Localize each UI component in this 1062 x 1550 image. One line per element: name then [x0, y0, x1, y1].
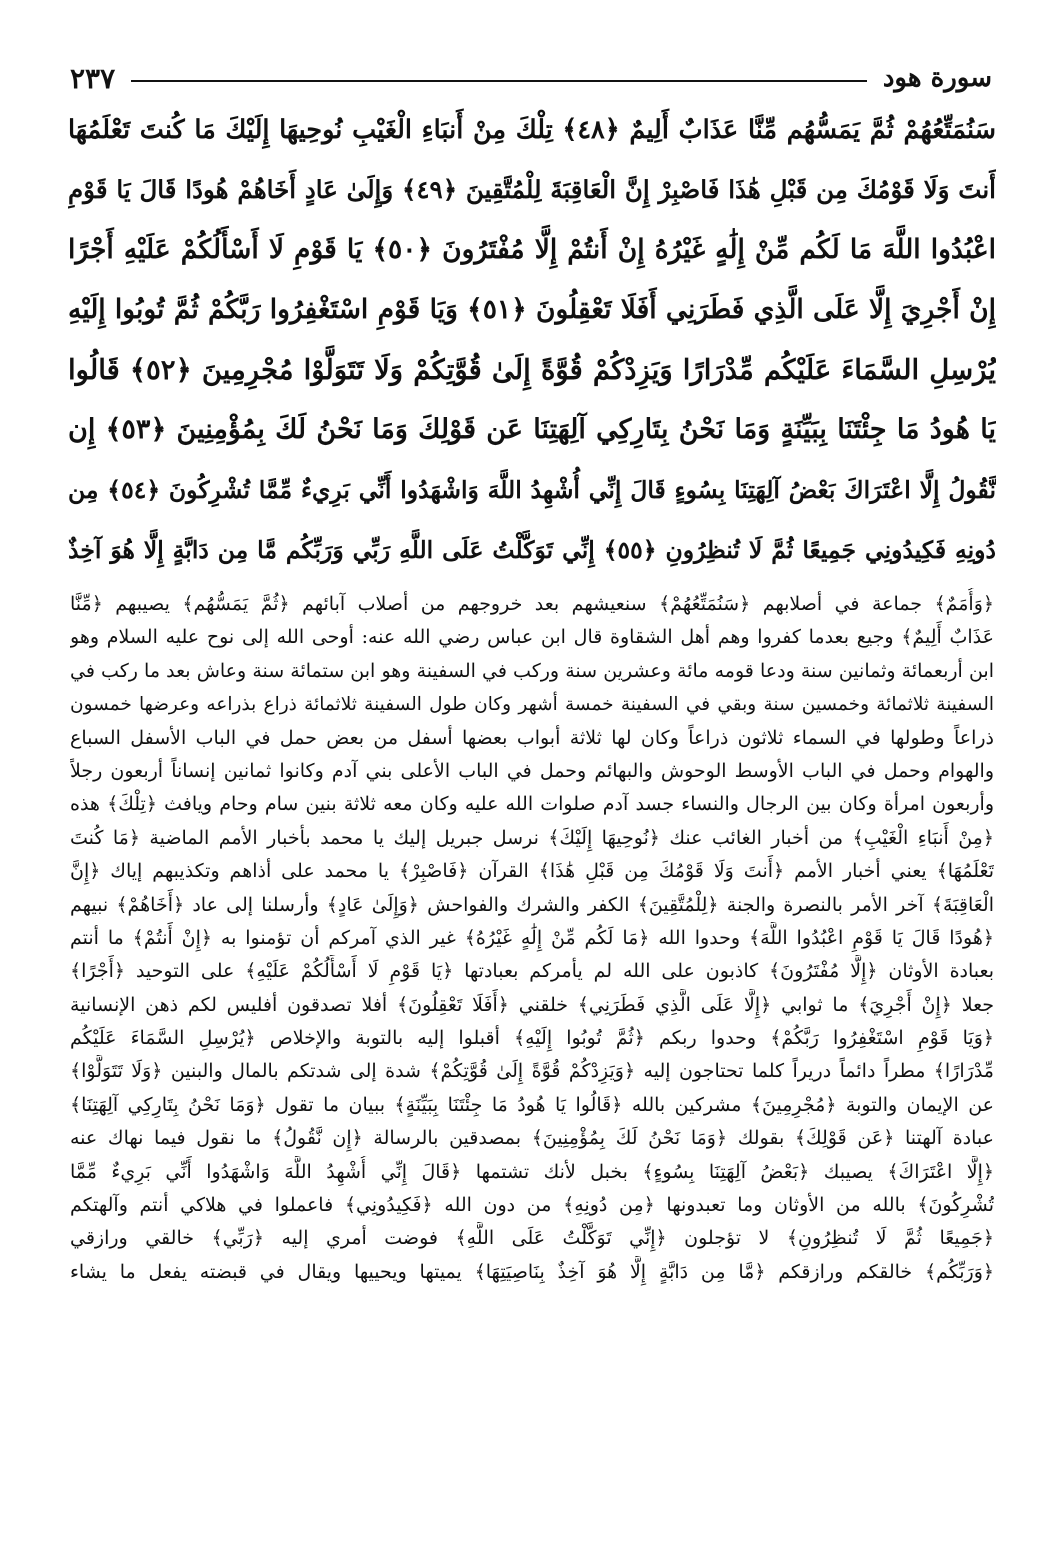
tafsir-line: ذراعاً وطولها في السماء ثلاثون ذراعاً وكان لها ثلاثة أبواب بعضها أسفل من بعض حمل في الباب الأسفل السباع [70, 726, 994, 749]
tafsir-line: ﴿وَأُمَمٌ﴾ جماعة في أصلابهم ﴿سَنُمَتِّعُهُمْ﴾ سنعيشهم بعد خروجهم من أصلاب آبائهم ﴿ثُمَّ يَمَسُّهُم﴾ يصيبهم ﴿مِّنَّا [70, 593, 994, 615]
tafsir-line: ابن أربعمائة وثمانين سنة ودعا قومه مائة وعشرين سنة وركب في السفينة وهو ابن ستمائة سنة وعاش بعد ما ركب في [70, 659, 994, 682]
tafsir-line: وأربعون امرأة وكان بين الرجال والنساء جسد آدم صلوات الله عليه وكان معه ثلاثة بنين سام وحام ويافث ﴿تِلْكَ﴾ هذه [70, 793, 994, 816]
tafsir-line: تُشْرِكُونَ﴾ بالله من الأوثان وما تعبدونها ﴿مِن دُونِهِ﴾ من دون الله ﴿فَكِيدُونِي﴾ فاعملوا في هلاكي أنتم وآلهتكم [70, 1194, 994, 1217]
quran-line: نَّقُولُ إِلَّا اعْتَرَاكَ بَعْضُ آلِهَتِنَا بِسُوءٍ قَالَ إِنِّي أُشْهِدُ اللَّهَ وَاشْهَدُوا أَنِّي بَرِيءٌ مِّمَّا تُشْرِكُونَ ﴿٥٤﴾ مِن [68, 476, 996, 504]
page-number: ٢٣٧ [70, 61, 116, 95]
tafsir-line: ﴿جَمِيعًا ثُمَّ لَا تُنظِرُونِ﴾ لا تؤجلون ﴿إِنِّي تَوَكَّلْتُ عَلَى اللَّهِ﴾ فوضت أمري إليه ﴿رَبِّي﴾ خالقي ورازقي [70, 1227, 994, 1250]
tafsir-line: عن الإيمان والتوبة ﴿مُجْرِمِينَ﴾ مشركين بالله ﴿قَالُوا يَا هُودُ مَا جِئْتَنَا بِبَيِّنَةٍ﴾ ببيان ما تقول ﴿وَمَا نَحْنُ بِتَارِكِي آلِهَتِنَا﴾ [70, 1093, 994, 1116]
tafsir-commentary [70, 588, 994, 1518]
quran-line: سَنُمَتِّعُهُمْ ثُمَّ يَمَسُّهُم مِّنَّا عَذَابٌ أَلِيمٌ ﴿٤٨﴾ تِلْكَ مِنْ أَنبَاءِ الْغَيْبِ نُوحِيهَا إِلَيْكَ مَا كُنتَ تَعْلَمُهَا [68, 115, 996, 145]
tafsir-line: بعبادة الأوثان ﴿إِلَّا مُفْتَرُونَ﴾ كاذبون على الله لم يأمركم بعبادتها ﴿يَا قَوْمِ لَا أَسْأَلُكُمْ عَلَيْهِ﴾ على التوحيد ﴿أَجْرًا﴾ [70, 960, 994, 983]
tafsir-line: جعلا ﴿إِنْ أَجْرِيَ﴾ ما ثوابي ﴿إِلَّا عَلَى الَّذِي فَطَرَنِي﴾ خلقني ﴿أَفَلَا تَعْقِلُونَ﴾ أفلا تصدقون أفليس لكم ذهن الإنسانية [70, 993, 994, 1016]
surah-name: سورة هود [882, 63, 992, 93]
page-header [70, 58, 992, 98]
tafsir-line: عبادة آلهتنا ﴿عَن قَوْلِكَ﴾ بقولك ﴿وَمَا نَحْنُ لَكَ بِمُؤْمِنِينَ﴾ بمصدقين بالرسالة ﴿إِن نَّقُولُ﴾ ما نقول فيما نهاك عنه [70, 1127, 994, 1150]
quran-line: إِنْ أَجْرِيَ إِلَّا عَلَى الَّذِي فَطَرَنِي أَفَلَا تَعْقِلُونَ ﴿٥١﴾ وَيَا قَوْمِ اسْتَغْفِرُوا رَبَّكُمْ ثُمَّ تُوبُوا إِلَيْهِ [68, 294, 996, 325]
quran-line: اعْبُدُوا اللَّهَ مَا لَكُم مِّنْ إِلَٰهٍ غَيْرُهُ إِنْ أَنتُمْ إِلَّا مُفْتَرُونَ ﴿٥٠﴾ يَا قَوْمِ لَا أَسْأَلُكُمْ عَلَيْهِ أَجْرًا [68, 234, 996, 265]
tafsir-line: عَذَابٌ أَلِيمٌ﴾ وجيع بعدما كفروا وهم أهل الشقاوة قال ابن عباس رضي الله عنه: أوحى الله إلى نوح عليه السلام وهو [70, 626, 994, 649]
tafsir-line: الْعَاقِبَةَ﴾ آخر الأمر بالنصرة والجنة ﴿لِلْمُتَّقِينَ﴾ الكفر والشرك والفواحش ﴿وَإِلَىٰ عَادٍ﴾ وأرسلنا إلى عاد ﴿أَخَاهُمْ﴾ نبيهم [70, 893, 994, 916]
quran-line: يُرْسِلِ السَّمَاءَ عَلَيْكُم مِّدْرَارًا وَيَزِدْكُمْ قُوَّةً إِلَىٰ قُوَّتِكُمْ وَلَا تَتَوَلَّوْا مُجْرِمِينَ ﴿٥٢﴾ قَالُوا [68, 354, 996, 386]
quran-line: يَا هُودُ مَا جِئْتَنَا بِبَيِّنَةٍ وَمَا نَحْنُ بِتَارِكِي آلِهَتِنَا عَن قَوْلِكَ وَمَا نَحْنُ لَكَ بِمُؤْمِنِينَ ﴿٥٣﴾ إِن [68, 414, 996, 445]
tafsir-line: والهوام وحمل في الباب الأوسط الوحوش والبهائم وحمل في الباب الأعلى بني آدم وكانوا ثمانين إنساناً أربعون رجلاً [70, 759, 994, 782]
quran-line: أَنتَ وَلَا قَوْمُكَ مِن قَبْلِ هَٰذَا فَاصْبِرْ إِنَّ الْعَاقِبَةَ لِلْمُتَّقِينَ ﴿٤٩﴾ وَإِلَىٰ عَادٍ أَخَاهُمْ هُودًا قَالَ يَا قَوْمِ [68, 175, 996, 204]
tafsir-line: تَعْلَمُهَا﴾ يعني أخبار الأمم ﴿أَنتَ وَلَا قَوْمُكَ مِن قَبْلِ هَٰذَا﴾ القرآن ﴿فَاصْبِرْ﴾ يا محمد على أذاهم وتكذيبهم إياك ﴿إِنَّ [70, 860, 994, 883]
tafsir-line: مِّدْرَارًا﴾ مطراً دائماً دريراً كلما تحتاجون إليه ﴿وَيَزِدْكُمْ قُوَّةً إِلَىٰ قُوَّتِكُمْ﴾ شدة إلى شدتكم بالمال والبنين ﴿وَلَا تَتَوَلَّوْا﴾ [70, 1060, 994, 1083]
quran-line: دُونِهِ فَكِيدُونِي جَمِيعًا ثُمَّ لَا تُنظِرُونِ ﴿٥٥﴾ إِنِّي تَوَكَّلْتُ عَلَى اللَّهِ رَبِّي وَرَبِّكُم مَّا مِن دَابَّةٍ إِلَّا هُوَ آخِذٌ [68, 536, 996, 564]
tafsir-line: ﴿إِلَّا اعْتَرَاكَ﴾ يصيبك ﴿بَعْضُ آلِهَتِنَا بِسُوءٍ﴾ بخبل لأنك تشتمها ﴿قَالَ إِنِّي أُشْهِدُ اللَّهَ وَاشْهَدُوا أَنِّي بَرِيءٌ مِّمَّا [70, 1160, 994, 1183]
tafsir-line: ﴿وَيَا قَوْمِ اسْتَغْفِرُوا رَبَّكُمْ﴾ وحدوا ربكم ﴿ثُمَّ تُوبُوا إِلَيْهِ﴾ أقبلوا إليه بالتوبة والإخلاص ﴿يُرْسِلِ السَّمَاءَ عَلَيْكُم [70, 1027, 994, 1050]
tafsir-line: السفينة ثلاثمائة وخمسين سنة وبقي في السفينة خمسة أشهر وكان طول السفينة ثلاثمائة ذراع بذراعه وعرضها خمسون [70, 694, 994, 716]
tafsir-line: ﴿هُودًا قَالَ يَا قَوْمِ اعْبُدُوا اللَّهَ﴾ وحدوا الله ﴿مَا لَكُم مِّنْ إِلَٰهٍ غَيْرُهُ﴾ غير الذي آمركم أن تؤمنوا به ﴿إِنْ أَنتُمْ﴾ ما أنتم [70, 926, 994, 949]
header-rule [131, 80, 867, 82]
quran-text-block [68, 100, 996, 580]
tafsir-line: ﴿مِنْ أَنبَاءِ الْغَيْبِ﴾ من أخبار الغائب عنك ﴿نُوحِيهَا إِلَيْكَ﴾ نرسل جبريل إليك يا محمد بأخبار الأمم الماضية ﴿مَا كُنتَ [70, 826, 994, 849]
tafsir-line: ﴿وَرَبِّكُم﴾ خالقكم ورازقكم ﴿مَّا مِن دَابَّةٍ إِلَّا هُوَ آخِذٌ بِنَاصِيَتِهَا﴾ يميتها ويحييها ويقال في قبضته يفعل ما يشاء [70, 1260, 994, 1283]
